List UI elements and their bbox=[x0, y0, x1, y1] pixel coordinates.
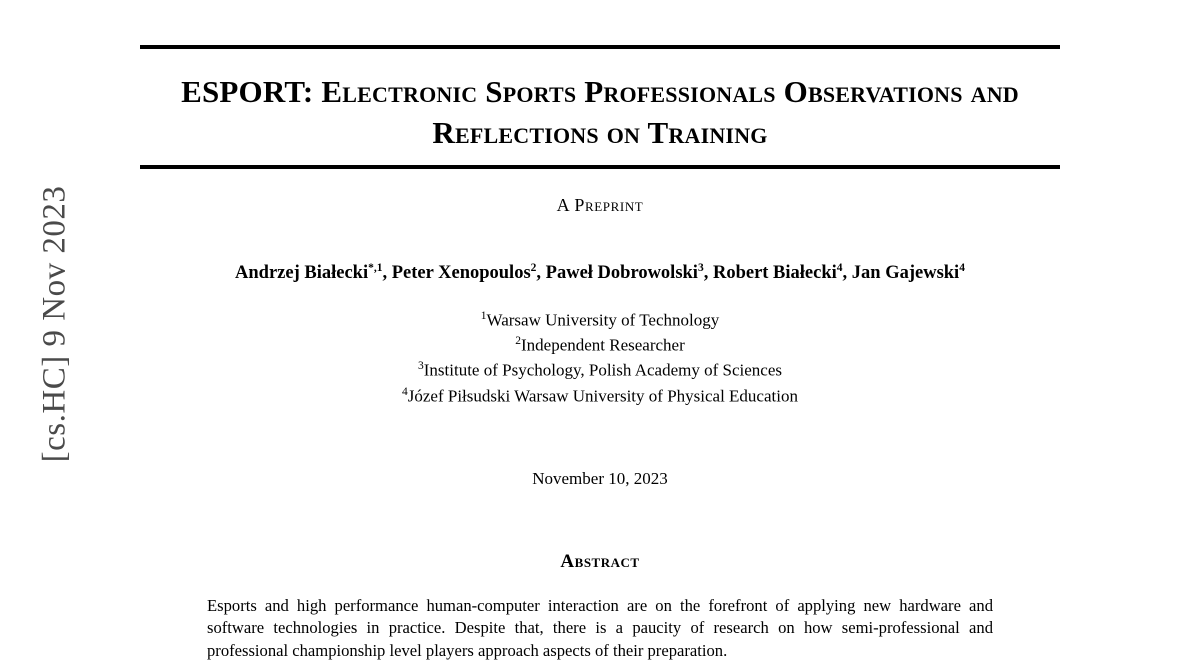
affiliation-mark: 3 bbox=[418, 360, 424, 373]
affiliation-list bbox=[140, 306, 1060, 407]
affiliation-text: Independent Researcher bbox=[520, 335, 685, 355]
author-entry bbox=[713, 263, 843, 283]
affiliation-item bbox=[140, 306, 1060, 331]
author-marks: 4 bbox=[836, 262, 843, 274]
affiliation-mark: 4 bbox=[402, 385, 408, 398]
publication-date: November 10, 2023 bbox=[532, 468, 668, 488]
abstract-heading: Abstract bbox=[560, 550, 640, 572]
affiliation-item bbox=[140, 382, 1060, 407]
title-lead: ESPORT: bbox=[181, 74, 322, 109]
arxiv-stamp bbox=[0, 0, 110, 648]
author-marks: 2 bbox=[530, 262, 537, 274]
author-name: Paweł Dobrowolski bbox=[545, 263, 698, 284]
affiliation-item bbox=[140, 356, 1060, 381]
title-rule-top bbox=[140, 45, 1060, 49]
author-marks: *,1 bbox=[368, 262, 383, 274]
affiliation-text: Józef Piłsudski Warsaw University of Physical Education bbox=[407, 386, 798, 406]
page-title bbox=[140, 71, 1060, 153]
author-entry bbox=[852, 263, 965, 283]
title-rest: Electronic Sports Professionals Observations and Reflections on Training bbox=[321, 74, 1019, 150]
title-rule-bottom bbox=[140, 165, 1060, 169]
author-entry bbox=[392, 263, 537, 283]
author-entry bbox=[235, 263, 382, 283]
affiliation-text: Warsaw University of Technology bbox=[486, 310, 720, 330]
author-name: Peter Xenopoulos bbox=[391, 263, 531, 284]
arxiv-stamp-text: [cs.HC] 9 Nov 2023 bbox=[36, 185, 73, 463]
author-name: Andrzej Białecki bbox=[235, 263, 369, 284]
author-entry bbox=[546, 263, 704, 283]
author-list: Andrzej Białecki$^{*,1}$, Peter Xenopoulos$^2$, Paweł Dobrowolski$^3$, Robert Białecki$^4$, Jan Gajewski$^4$ bbox=[235, 262, 965, 284]
paper-page bbox=[140, 0, 1060, 660]
affiliation-text: Institute of Psychology, Polish Academy of Sciences bbox=[423, 361, 782, 381]
affiliation-item bbox=[140, 331, 1060, 356]
affiliation-mark: 2 bbox=[515, 335, 521, 348]
author-marks: 4 bbox=[959, 262, 965, 274]
affiliation-mark: 1 bbox=[480, 310, 487, 323]
author-marks: 3 bbox=[697, 262, 704, 274]
preprint-label: A Preprint bbox=[556, 195, 644, 215]
abstract-text: Esports and high performance human-computer interaction are on the forefront of applying new hardware and software technologies in practice. Despite that, there is a paucity of research on how semi-professional and professional championship level players approach aspects of their preparation. bbox=[207, 595, 993, 660]
author-name: Jan Gajewski bbox=[851, 263, 960, 284]
author-name: Robert Białecki bbox=[712, 263, 837, 284]
